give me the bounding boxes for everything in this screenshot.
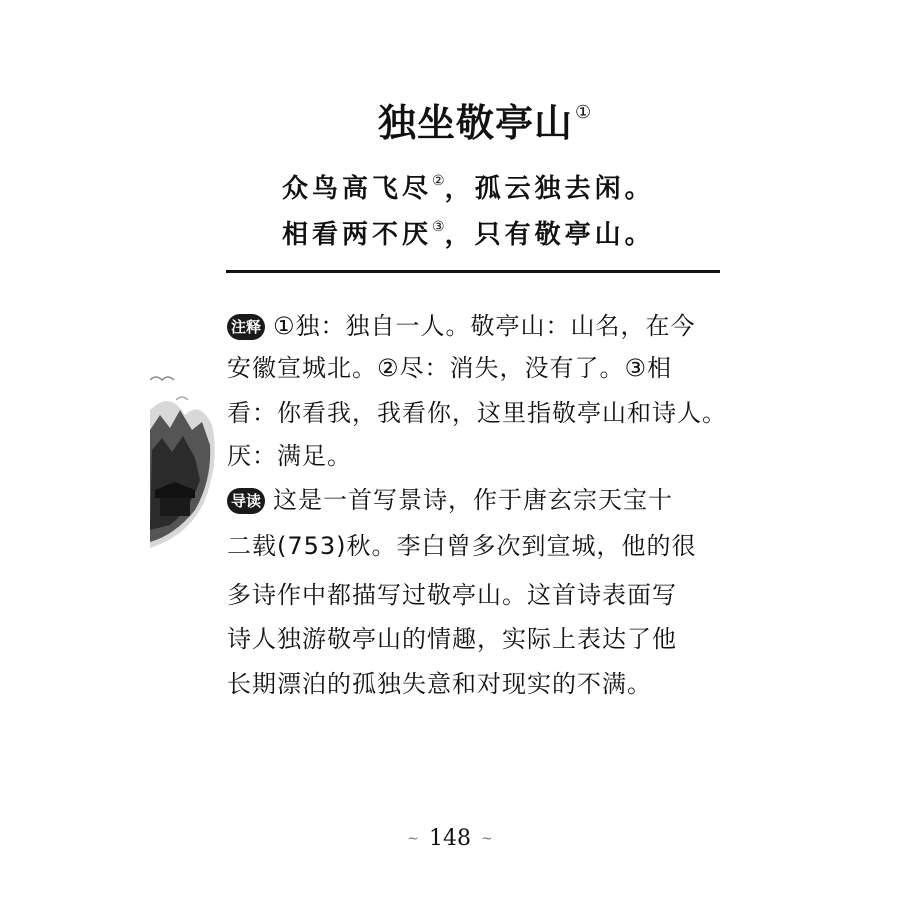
poem-line-1-text: 众鸟高飞尽 bbox=[282, 174, 433, 204]
poem-title-text: 独坐敬亭山 bbox=[378, 101, 574, 145]
left-ornament-icon: ~ bbox=[407, 831, 419, 847]
guide-line-4: 诗人独游敬亭山的情趣，实际上表达了他 bbox=[227, 625, 677, 653]
poem-line-2 bbox=[282, 214, 655, 251]
annotation-line-3: 看：你看我，我看你，这里指敬亭山和诗人。 bbox=[227, 399, 727, 427]
annotation-line-4: 厌：满足。 bbox=[227, 442, 352, 470]
landscape-illustration bbox=[150, 370, 220, 550]
guide-text-1: 这是一首写景诗，作于唐玄宗天宝十 bbox=[273, 486, 674, 514]
annotation-text-1: ①独：独自一人。敬亭山：山名，在今 bbox=[273, 312, 696, 340]
poem-title bbox=[378, 92, 592, 147]
poem-line-1 bbox=[282, 168, 655, 205]
title-footnote-marker: ① bbox=[575, 102, 593, 123]
guide-line-1 bbox=[227, 480, 723, 515]
right-ornament-icon: ~ bbox=[481, 831, 493, 847]
page-footer bbox=[0, 826, 900, 851]
annotation-line-1 bbox=[227, 306, 723, 341]
guide-label: 导读 bbox=[227, 488, 265, 514]
footnote-marker-2: ② bbox=[432, 173, 445, 189]
annotation-line-2: 安徽宣城北。②尽：消失，没有了。③相 bbox=[227, 354, 673, 382]
guide-line-5: 长期漂泊的孤独失意和对现实的不满。 bbox=[227, 670, 652, 698]
poem-line-1-rest: ，孤云独去闲。 bbox=[444, 174, 655, 204]
guide-line-2: 二载(753)秋。李白曾多次到宣城，他的很 bbox=[227, 532, 697, 560]
page-number: 148 bbox=[429, 826, 471, 851]
guide-line-3: 多诗作中都描写过敬亭山。这首诗表面写 bbox=[227, 581, 677, 609]
annotation-label: 注释 bbox=[227, 314, 265, 340]
section-divider bbox=[226, 270, 720, 273]
poem-line-2-text: 相看两不厌 bbox=[282, 220, 433, 250]
footnote-marker-3: ③ bbox=[432, 219, 445, 235]
poem-line-2-rest: ，只有敬亭山。 bbox=[444, 220, 655, 250]
